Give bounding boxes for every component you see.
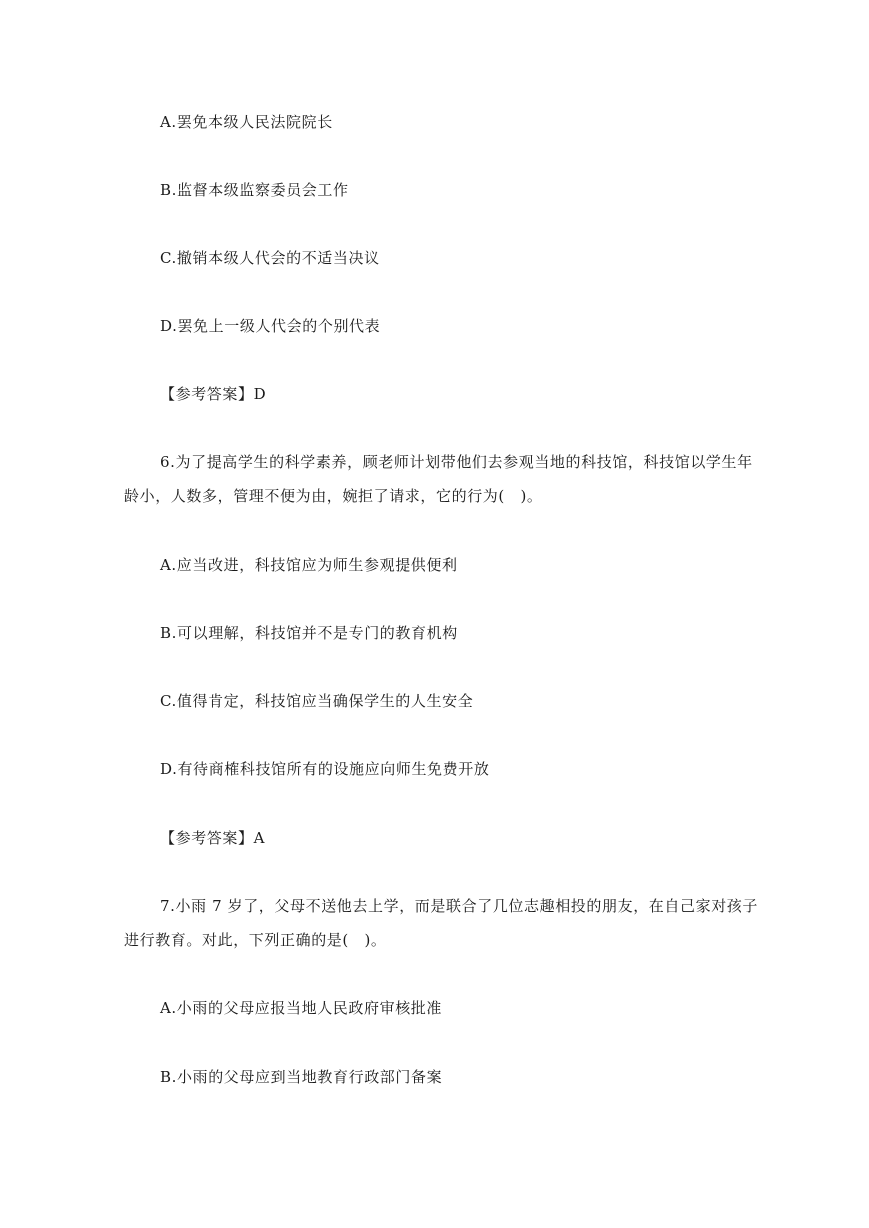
q6-option-c: C.值得肯定，科技馆应当确保学生的人生安全: [160, 692, 474, 710]
q5-option-b: B.监督本级监察委员会工作: [160, 181, 349, 199]
q6-stem-line1: 6.为了提高学生的科学素养，顾老师计划带他们去参观当地的科技馆，科技馆以学生年: [160, 453, 753, 471]
q7-option-b: B.小雨的父母应到当地教育行政部门备案: [160, 1068, 443, 1086]
q5-answer: 【参考答案】D: [160, 385, 267, 403]
q7-stem-line2: 进行教育。对此，下列正确的是( )。: [124, 931, 387, 949]
q6-answer: 【参考答案】A: [160, 829, 266, 847]
q7-option-a: A.小雨的父母应报当地人民政府审核批准: [160, 999, 443, 1017]
q6-stem-line2: 龄小，人数多，管理不便为由，婉拒了请求，它的行为( )。: [124, 487, 543, 505]
q6-option-b: B.可以理解，科技馆并不是专门的教育机构: [160, 624, 458, 642]
q5-option-c: C.撤销本级人代会的不适当决议: [160, 249, 380, 267]
q5-option-d: D.罢免上一级人代会的个别代表: [160, 317, 381, 335]
q6-option-d: D.有待商榷科技馆所有的设施应向师生免费开放: [160, 760, 490, 778]
q5-option-a: A.罢免本级人民法院院长: [160, 113, 333, 131]
q7-stem-line1: 7.小雨 7 岁了，父母不送他去上学，而是联合了几位志趣相投的朋友，在自己家对孩子: [160, 897, 758, 915]
q6-option-a: A.应当改进，科技馆应为师生参观提供便利: [160, 556, 458, 574]
